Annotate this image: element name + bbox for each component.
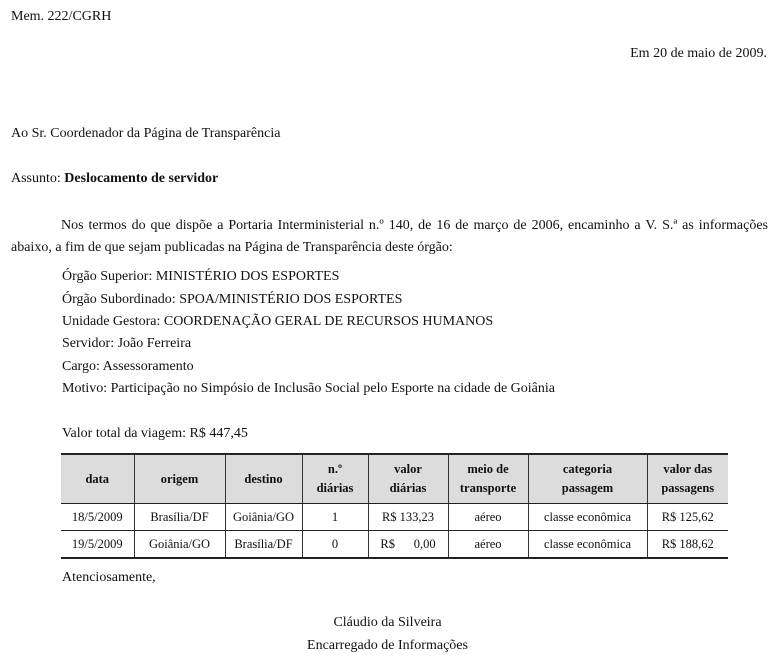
col-header-categoria-passagem: categoria passagem	[528, 454, 647, 504]
cell-data: 18/5/2009	[61, 504, 134, 531]
cell-destino: Goiânia/GO	[225, 504, 302, 531]
cell-meio-transporte: aéreo	[448, 531, 528, 559]
col-header-data: data	[61, 454, 134, 504]
detail-label: Cargo:	[62, 359, 100, 374]
table-row	[61, 531, 728, 559]
cell-valor-diarias: R$ 0,00	[368, 531, 448, 559]
date-line: Em 20 de maio de 2009.	[630, 46, 767, 61]
col-header-destino: destino	[225, 454, 302, 504]
cell-data: 19/5/2009	[61, 531, 134, 559]
col-header-valor-passagens: valor das passagens	[647, 454, 728, 504]
detail-label: Órgão Superior:	[62, 269, 153, 284]
detail-value: COORDENAÇÃO GERAL DE RECURSOS HUMANOS	[163, 314, 494, 329]
intro-paragraph: Nos termos do que dispõe a Portaria Interministerial n.º 140, de 16 de março de 2006, encaminho a V. S.ª as informações abaixo, a fim de que sejam publicadas na Página de Transparência deste órgão:	[11, 218, 768, 255]
trip-total-value: R$ 447,45	[189, 426, 248, 441]
detail-servidor	[62, 336, 191, 352]
detail-value: SPOA/MINISTÉRIO DOS ESPORTES	[179, 292, 403, 307]
detail-label: Unidade Gestora:	[62, 314, 161, 329]
cell-meio-transporte: aéreo	[448, 504, 528, 531]
detail-orgao-subordinado	[62, 292, 402, 308]
detail-value: João Ferreira	[117, 336, 192, 351]
detail-value: MINISTÉRIO DOS ESPORTES	[155, 269, 340, 284]
subject-line	[11, 171, 218, 187]
addressee: Ao Sr. Coordenador da Página de Transparência	[11, 126, 281, 141]
detail-unidade-gestora	[62, 314, 493, 330]
cell-valor-diarias: R$ 133,23	[368, 504, 448, 531]
table-row	[61, 504, 728, 531]
signer-role: Encarregado de Informações	[307, 638, 468, 653]
detail-value: Assessoramento	[102, 359, 194, 374]
cell-valor-passagens: R$ 125,62	[647, 504, 728, 531]
cell-categoria-passagem: classe econômica	[528, 504, 647, 531]
detail-label: Servidor:	[62, 336, 115, 351]
detail-value: Participação no Simpósio de Inclusão Social pelo Esporte na cidade de Goiânia	[110, 381, 555, 396]
cell-origem: Brasília/DF	[134, 504, 225, 531]
cell-valor-passagens: R$ 188,62	[647, 531, 728, 559]
col-header-valor-diarias: valor diárias	[368, 454, 448, 504]
subject-label: Assunto:	[11, 171, 61, 186]
cell-origem: Goiânia/GO	[134, 531, 225, 559]
cell-num-diarias: 0	[302, 531, 368, 559]
table-header-row	[61, 454, 728, 504]
closing: Atenciosamente,	[62, 570, 156, 585]
cell-destino: Brasília/DF	[225, 531, 302, 559]
col-header-meio-transporte: meio de transporte	[448, 454, 528, 504]
col-header-num-diarias: n.º diárias	[302, 454, 368, 504]
col-header-origem: origem	[134, 454, 225, 504]
detail-motivo	[62, 381, 555, 397]
trips-table	[61, 453, 728, 559]
cell-num-diarias: 1	[302, 504, 368, 531]
trip-total-label: Valor total da viagem:	[62, 426, 187, 441]
detail-label: Órgão Subordinado:	[62, 292, 176, 307]
memo-reference: Mem. 222/CGRH	[11, 9, 112, 24]
detail-orgao-superior	[62, 269, 339, 285]
cell-categoria-passagem: classe econômica	[528, 531, 647, 559]
signer-name: Cláudio da Silveira	[333, 615, 442, 630]
subject-text: Deslocamento de servidor	[64, 171, 219, 186]
detail-cargo	[62, 359, 194, 375]
trip-total	[62, 426, 248, 442]
detail-label: Motivo:	[62, 381, 108, 396]
